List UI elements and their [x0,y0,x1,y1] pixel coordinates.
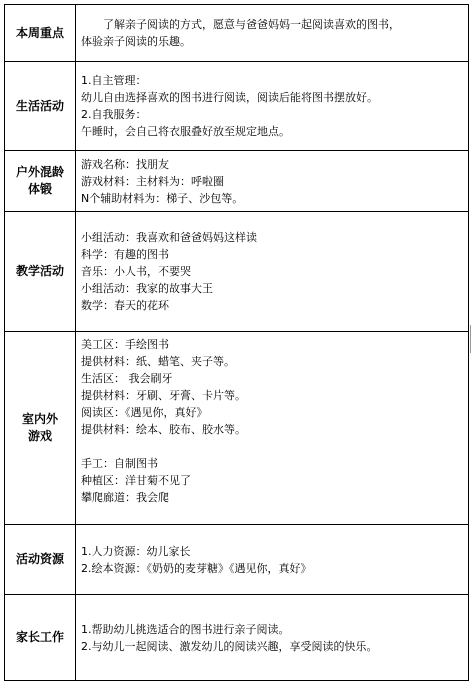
content-parents [76,595,469,681]
heading-indoor-line-1: 室内外 [21,412,58,426]
heading-life-text: 生活活动 [15,98,64,113]
row-indoor [5,332,469,525]
heading-outdoor-line-1: 户外混龄 [15,165,64,179]
heading-teaching [5,212,76,332]
content-resources [76,525,469,595]
row-life [5,62,469,151]
heading-outdoor [5,151,76,212]
heading-resources [5,525,76,595]
focus-line-2: 体验亲子阅读的乐趣。 [81,35,191,48]
indoor-line-2: 提供材料：纸、蜡笔、夹子等。 [81,355,235,368]
outdoor-line-2: 游戏材料：主材料为：呼啦圈 [81,174,224,188]
teaching-line-1: 小组活动：我喜欢和爸爸妈妈这样读 [81,231,257,244]
indoor-line-7: 手工：自制图书 [81,457,158,470]
row-focus [5,5,469,62]
row-outdoor [5,151,469,212]
parents-line-2: 2.与幼儿一起阅读、激发幼儿的阅读兴趣，享受阅读的快乐。 [81,639,378,653]
indoor-line-1: 美工区：手绘图书 [81,338,169,351]
teaching-line-4: 小组活动：我家的故事大王 [81,282,213,295]
life-line-3: 2.自我服务： [81,108,147,121]
indoor-line-3: 生活区： 我会刷牙 [81,372,173,385]
indoor-line-6: 提供材料：绘本、胶布、胶水等。 [81,423,246,436]
outdoor-line-3: N个辅助材料为：梯子、沙包等。 [81,191,244,205]
indoor-line-9: 攀爬廊道：我会爬 [81,491,169,504]
heading-parents-text: 家长工作 [15,630,64,644]
content-teaching [76,212,469,332]
indoor-line-5: 阅读区：《遇见你，真好》 [81,406,208,419]
heading-focus [5,5,76,62]
margin-mark [470,325,471,353]
indoor-line-8: 种植区：洋甘菊不见了 [81,474,191,487]
resources-line-1: 1.人力资源：幼儿家长 [81,544,191,558]
life-line-4: 午睡时，会自己将衣服叠好放至规定地点。 [81,125,290,138]
heading-parents [5,595,76,681]
row-teaching [5,212,469,332]
row-parents [5,595,469,681]
resources-line-2: 2.绘本资源：《奶奶的麦芽糖》《遇见你，真好》 [81,561,312,575]
heading-life [5,62,76,151]
teaching-line-3: 音乐：小人书，不要哭 [81,265,191,278]
row-resources [5,525,469,595]
teaching-line-5: 数学：春天的花环 [81,299,169,312]
weekly-plan-table [4,4,469,681]
life-line-1: 1.自主管理： [81,74,147,87]
indoor-spacer [81,438,465,455]
teaching-line-2: 科学：有趣的图书 [81,248,169,261]
heading-outdoor-line-2: 体锻 [27,182,52,196]
indoor-line-4: 提供材料：牙刷、牙膏、卡片等。 [81,389,246,402]
parents-line-1: 1.帮助幼儿挑选适合的图书进行亲子阅读。 [81,622,290,636]
content-life [76,62,469,151]
heading-teaching-text: 教学活动 [15,264,64,278]
heading-indoor [5,332,76,525]
content-outdoor [76,151,469,212]
heading-indoor-line-2: 游戏 [27,429,52,443]
life-line-2: 幼儿自由选择喜欢的图书进行阅读，阅读后能将图书摆放好。 [81,91,378,104]
content-focus [76,5,469,62]
content-indoor [76,332,469,525]
focus-line-1: 了解亲子阅读的方式，愿意与爸爸妈妈一起阅读喜欢的图书， [103,18,400,31]
outdoor-line-1: 游戏名称：找朋友 [81,157,169,171]
heading-resources-text: 活动资源 [15,552,64,566]
heading-focus-text: 本周重点 [15,25,64,40]
